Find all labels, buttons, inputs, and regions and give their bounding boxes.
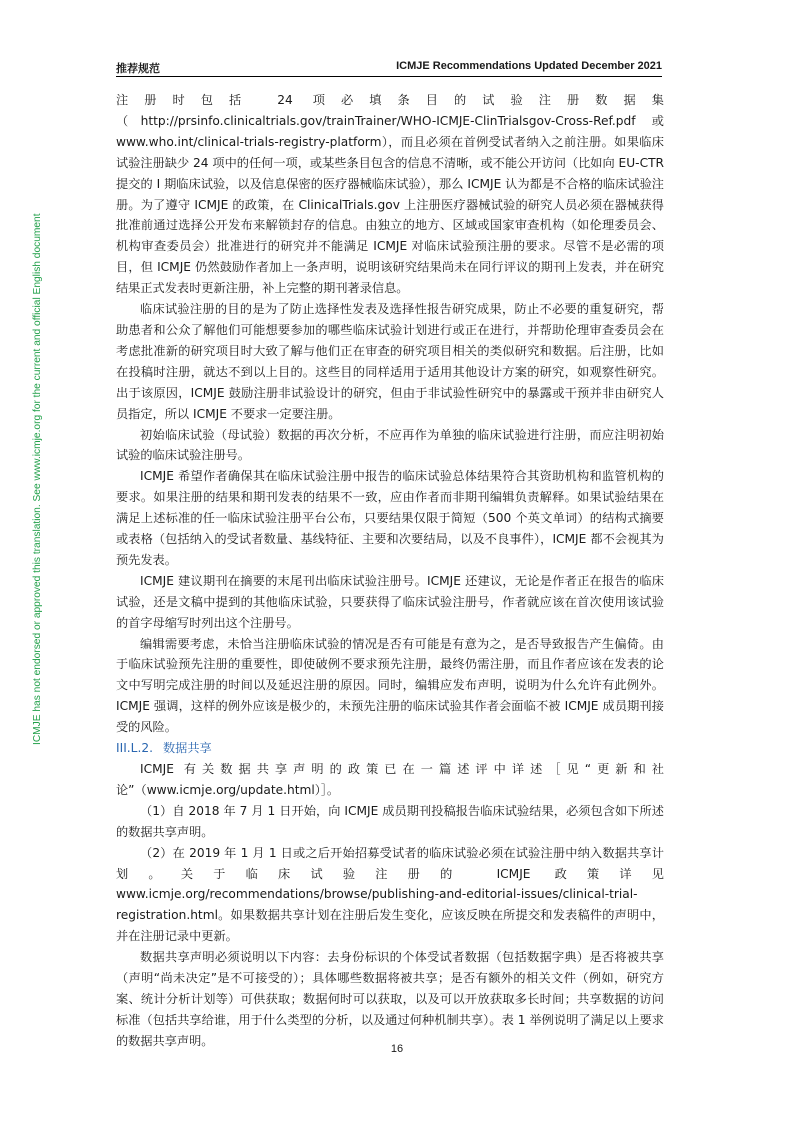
paragraph-editor-considerations: 编辑需要考虑，未恰当注册临床试验的情况是否有可能是有意为之，是否导致报告产生偏倚。由于临床试验预先注册的重要性，即使破例不要求预先注册，最终仍需注册，而且作者应该在发表的论文中写明完成注册的时间以及延迟注册的原因。同时，编辑应发布声明，说明为什么允许有此例外。ICMJE 强调，这样的例外应该是极少的，未预先注册的临床试验其作者会面临不被 ICMJE 成员期刊接受的风险。: [116, 636, 664, 735]
section-title: 数据共享: [162, 741, 212, 756]
paragraph-data-sharing-2019: （2）在 2019 年 1 月 1 日或之后开始招募受试者的临床试验必须在试验注册中纳入数据共享计划。关于临床试验注册的 ICMJE 政策详见 www.icmje.org/recommendations/browse/publishing-and-editorial-issues/clinical-trial-registration.html。如果数据共享计划在注册后发生变化，应该反映在所提交和发表稿件的声明中，并在注册记录中更新。: [116, 845, 664, 944]
paragraph-data-sharing-statement: 数据共享声明必须说明以下内容：去身份标识的个体受试者数据（包括数据字典）是否将被共享（声明“尚未决定”是不可接受的）；具体哪些数据将被共享；是否有额外的相关文件（例如，研究方案、统计分析计划等）可供获取；数据何时可以获取，以及可以开放获取多长时间；共享数据的访问标准（包括共享给谁，用于什么类型的分析，以及通过何种机制共享）。表 1 举例说明了满足以上要求的数据共享声明。: [116, 950, 664, 1048]
paragraph-registration-number: ICMJE 建议期刊在摘要的末尾刊出临床试验注册号。ICMJE 还建议，无论是作者正在报告的临床试验，还是文稿中提到的其他临床试验，只要获得了临床试验注册号，作者就应该在首次使用该试验的首字母缩写时列出这个注册号。: [116, 573, 664, 630]
running-header: [116, 58, 662, 77]
section-number: III.L.2.: [116, 741, 153, 756]
translation-disclaimer: ICMJE has not endorsed or approved this translation. See www.icmje.org for the current and official English document: [32, 213, 43, 745]
page-number: 16: [390, 1043, 404, 1055]
paragraph-results-reporting: ICMJE 希望作者确保其在临床试验注册中报告的临床试验总体结果符合其资助机构和监管机构的要求。如果注册的结果和期刊发表的结果不一致，应由作者而非期刊编辑负责解释。如果试验结果在满足上述标准的任一临床试验注册平台公布，只要结果仅限于简短（500 个英文单词）的结构式摘要或表格（包括纳入的受试者数量、基线特征、主要和次要结局，以及不良事件），ICMJE 都不会视其为预先发表。: [116, 469, 664, 567]
paragraph-reanalysis: 初始临床试验（母试验）数据的再次分析，不应再作为单独的临床试验进行注册，而应注明初始试验的临床试验注册号。: [116, 427, 664, 463]
paragraph-registration-dataset: 注册时包括 24 项必填条目的试验注册数据集（http://prsinfo.clinicaltrials.gov/trainTrainer/WHO-ICMJE-ClinTrialsgov-Cross-Ref.pdf 或 www.who.int/clinical-trials-registry-platform），而且必须在首例受试者纳入之前注册。如果临床试验注册缺少 24 项中的任何一项，或某些条目包含的信息不清晰，或不能公开访问（比如向 EU-CTR 提交的 I 期临床试验，以及信息保密的医疗器械临床试验），那么 ICMJE 认为都是不合格的临床试验注册。为了遵守 ICMJE 的政策，在 ClinicalTrials.gov 上注册医疗器械试验的研究人员必须在器械获得批准前通过选择公开发布来解锁封存的信息。由独立的地方、区域或国家审查机构（如伦理委员会、机构审查委员会）批准进行的研究并不能满足 ICMJE 对临床试验预注册的要求。尽管不是必需的项目，但 ICMJE 仍然鼓励作者加上一条声明，说明该研究结果尚未在同行评议的期刊上发表，并在研究结果正式发表时更新注册，补上完整的期刊著录信息。: [116, 93, 664, 296]
paragraph-data-sharing-policy: ICMJE 有关数据共享声明的政策已在一篇述评中详述［见“更新和社论”（www.icmje.org/update.html）］。: [116, 762, 664, 797]
paragraph-registration-purpose: 临床试验注册的目的是为了防止选择性发表及选择性报告研究成果，防止不必要的重复研究，帮助患者和公众了解他们可能想要参加的哪些临床试验计划进行或正在进行，并帮助伦理审查委员会在考虑批准新的研究项目时大致了解与他们正在审查的研究项目相关的类似研究和数据。后注册，比如在投稿时注册，就达不到以上目的。这些目的同样适用于适用其他设计方案的研究，如观察性研究。出于该原因，ICMJE 鼓励注册非试验设计的研究，但由于非试验性研究中的暴露或干预并非由研究人员指定，所以 ICMJE 不要求一定要注册。: [116, 302, 664, 421]
paragraph-data-sharing-2018: （1）自 2018 年 7 月 1 日开始，向 ICMJE 成员期刊投稿报告临床试验结果，必须包含如下所述的数据共享声明。: [116, 803, 664, 839]
section-heading: [116, 738, 664, 759]
header-section-label: 推荐规范: [116, 63, 160, 75]
body-text: [116, 90, 664, 1052]
header-document-title: ICMJE Recommendations Updated December 2021: [396, 60, 662, 72]
